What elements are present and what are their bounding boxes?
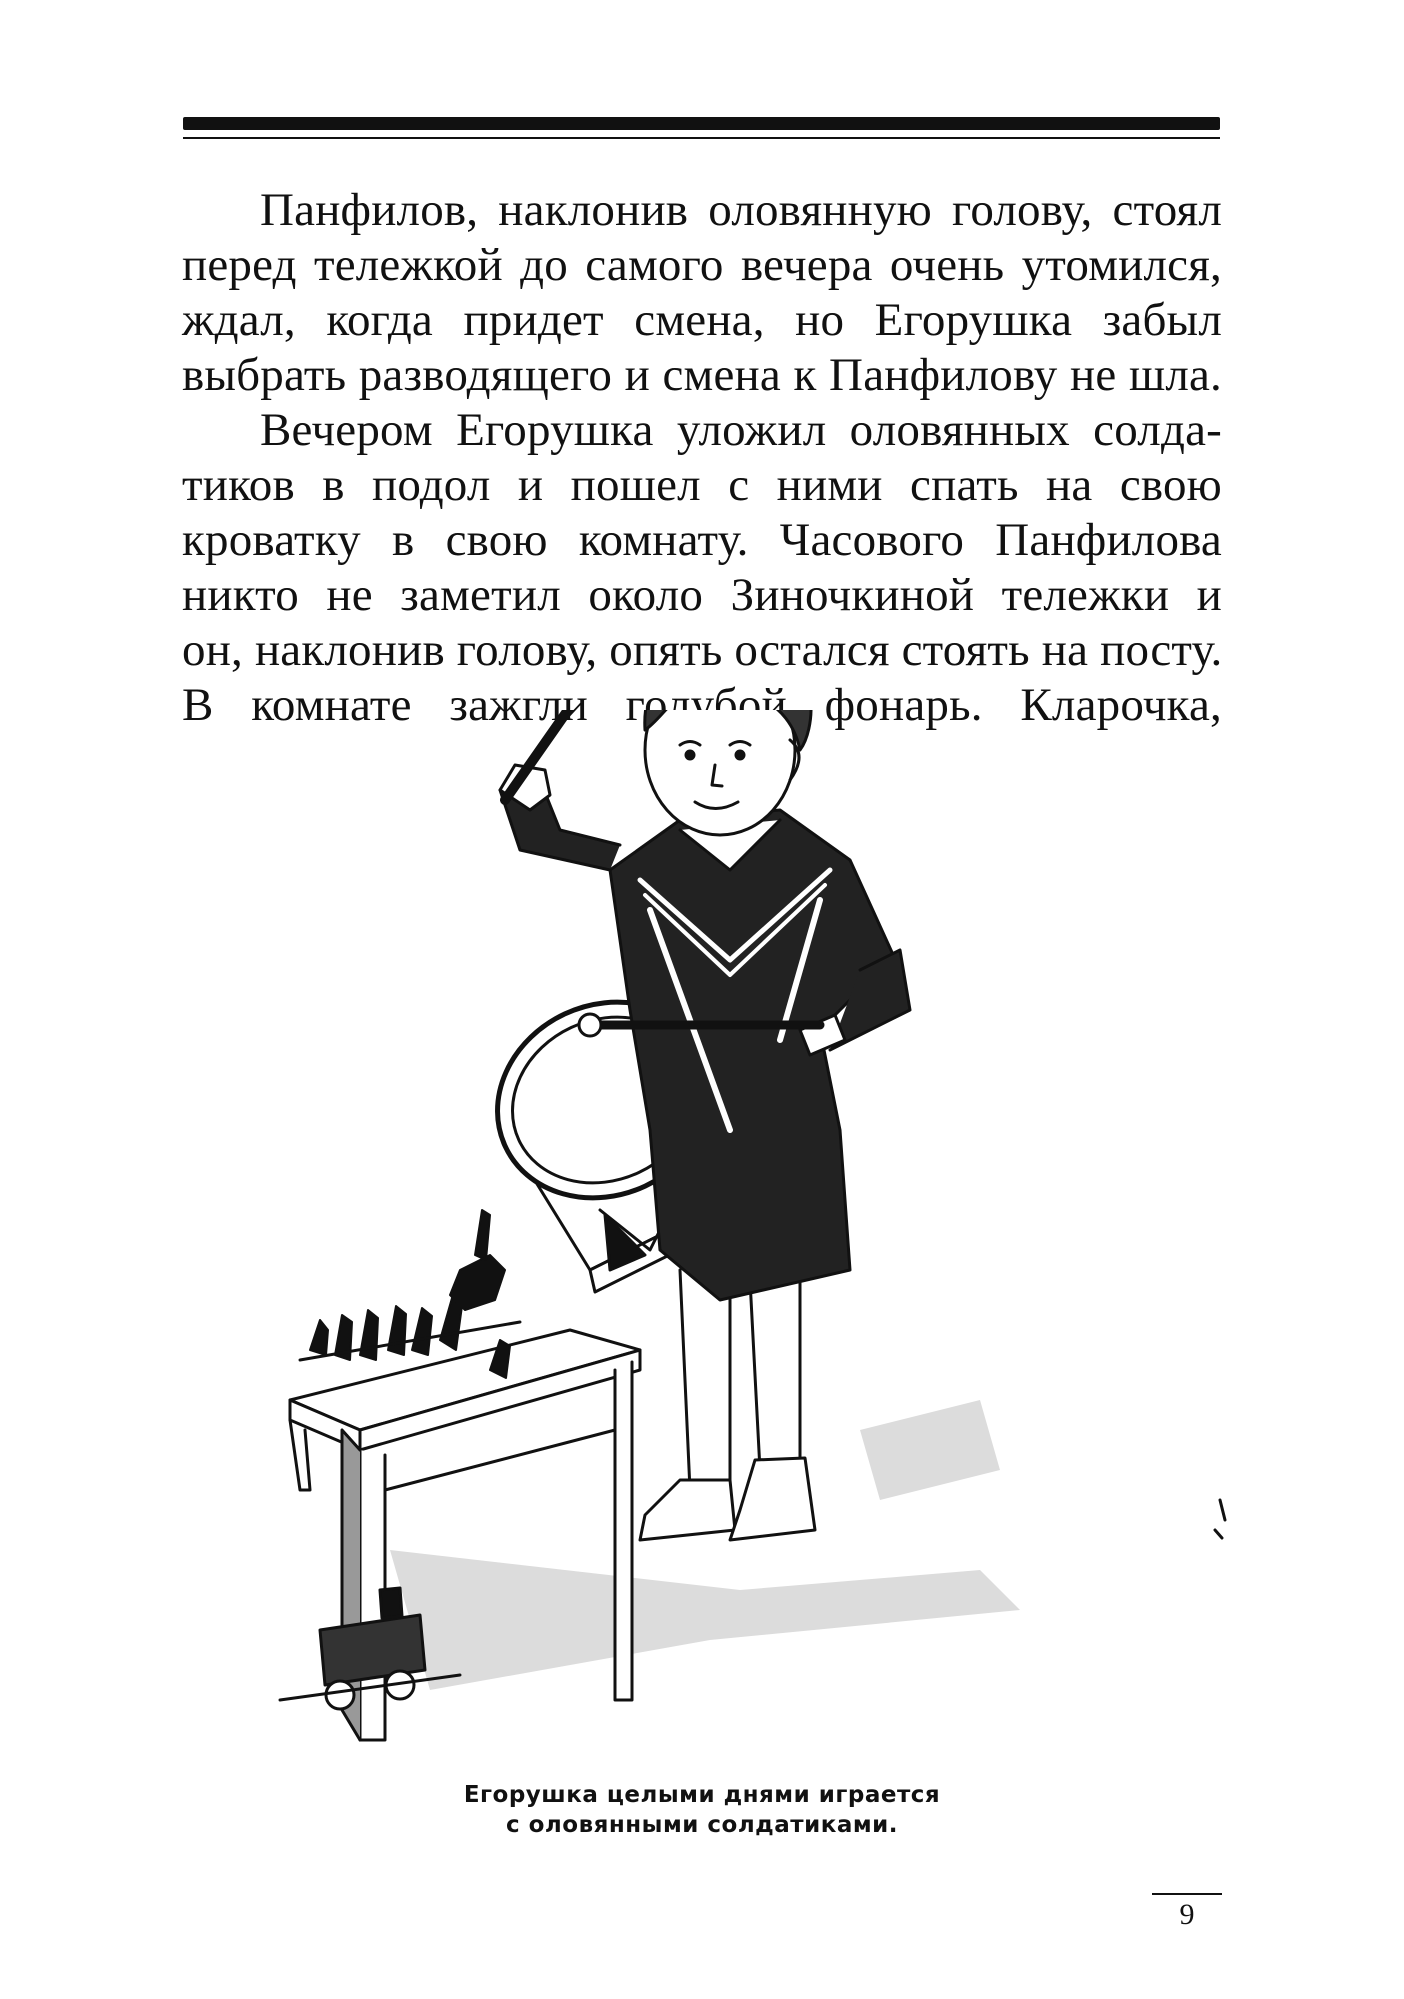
text-line: перед тележкой до самого вечера очень утомился, (182, 239, 1222, 291)
caption-line-2: с оловянными солдатиками. (505, 1812, 899, 1838)
text-line: ждал, когда придет смена, но Егорушка забыл (182, 294, 1222, 346)
text-line: В комнате зажгли голубой фонарь. Кларочка, (182, 679, 1222, 731)
text-line: выбрать разводящего и смена к Панфилову не шла. (182, 349, 1222, 401)
text-line: Вечером Егорушка уложил оловянных солда- (260, 404, 1222, 456)
text-line: тиков в подол и пошел с ними спать на свою (182, 459, 1222, 511)
page-number: 9 (1179, 1898, 1195, 1931)
body-text (182, 183, 1222, 733)
text-line: он, наклонив голову, опять остался стоять на посту. (182, 624, 1223, 676)
text-line: кроватку в свою комнату. Часового Панфилова (182, 514, 1222, 566)
caption-line-1: Егорушка целыми днями играется (463, 1782, 941, 1808)
top-thin-rule (183, 137, 1220, 139)
top-thick-rule (183, 117, 1220, 130)
page-number-rule (1152, 1893, 1222, 1895)
drummer-boy-illustration (260, 710, 1240, 1770)
text-line: Панфилов, наклонив оловянную голову, стоял (260, 184, 1222, 236)
text-line: никто не заметил около Зиночкиной тележки и (182, 569, 1222, 621)
illustration-caption (382, 1780, 1022, 1840)
